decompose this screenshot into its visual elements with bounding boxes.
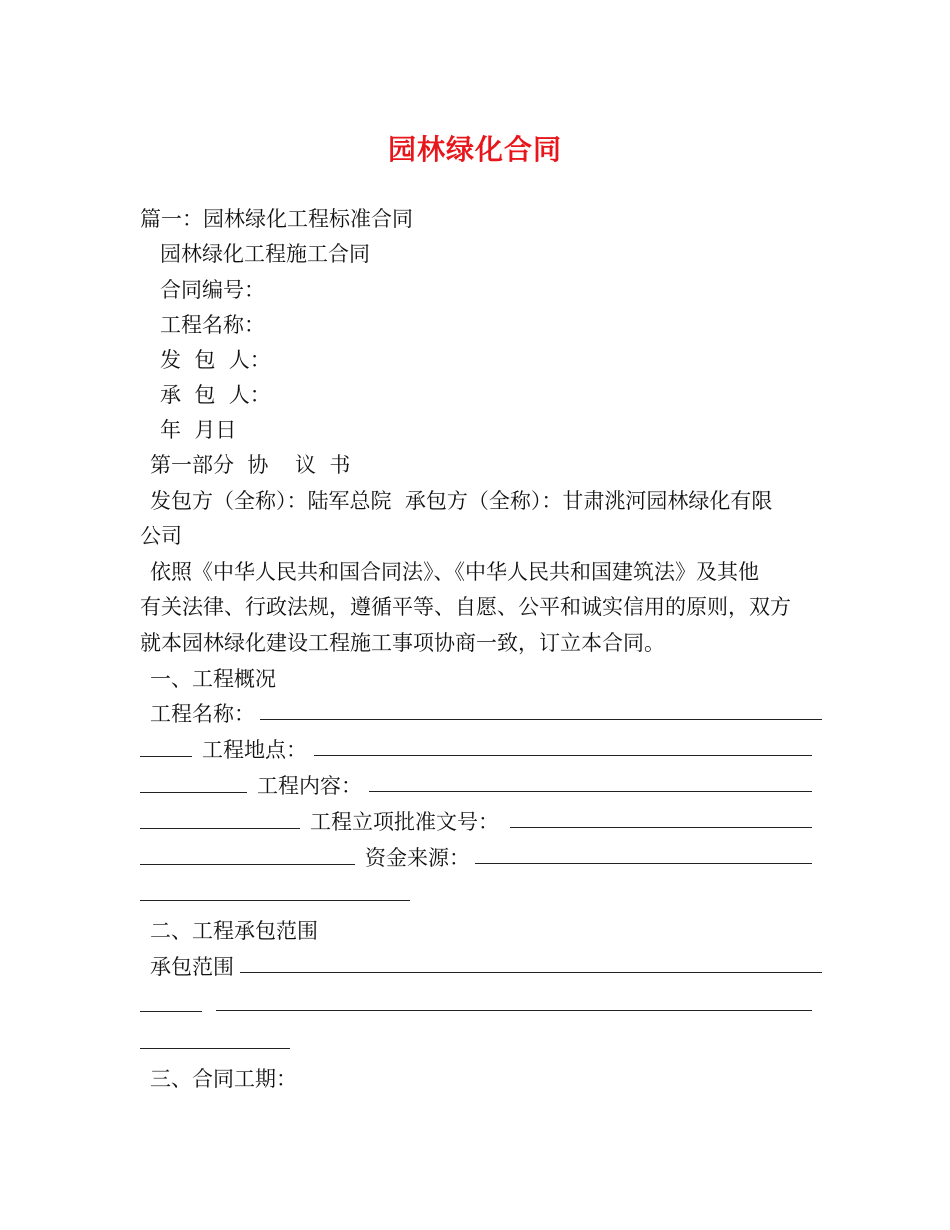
approval-number-label: 工程立项批准文号： — [310, 810, 499, 834]
project-location-label: 工程地点： — [202, 738, 307, 762]
funding-source-label: 资金来源： — [365, 846, 470, 870]
section-scope-heading: 二、工程承包范围 — [150, 919, 318, 943]
parties-line: 发包方（全称）：陆军总院 承包方（全称）：甘肃洮河园林绿化有限 — [150, 489, 773, 513]
blank-continuation — [140, 1028, 290, 1049]
blank-continuation — [140, 736, 192, 757]
contract-title-line: 园林绿化工程施工合同 — [160, 242, 370, 266]
project-name-field — [140, 699, 822, 729]
project-name-blank — [260, 699, 822, 720]
document-title: 园林绿化合同 — [387, 133, 562, 166]
contract-number-label: 合同编号： — [160, 278, 265, 302]
project-content-label: 工程内容： — [257, 774, 362, 798]
preamble-line-2: 有关法律、行政法规，遵循平等、自愿、公平和诚实信用的原则，双方 — [140, 595, 791, 619]
scope-blank — [240, 952, 822, 973]
employer-label: 发 包 人： — [160, 348, 271, 372]
date-label: 年 月日 — [160, 418, 237, 442]
blank-continuation — [140, 991, 202, 1012]
project-location-field — [140, 735, 812, 765]
preamble-line-3: 就本园林绿化建设工程施工事项协商一致，订立本合同。 — [140, 631, 665, 655]
parties-line-cont: 公司 — [140, 524, 182, 548]
project-content-blank — [369, 771, 812, 792]
funding-source-field — [140, 843, 812, 873]
section-heading-chapter-one: 篇一：园林绿化工程标准合同 — [140, 207, 413, 231]
section-project-overview: 一、工程概况 — [150, 667, 276, 691]
section-contract-period: 三、合同工期： — [150, 1067, 297, 1091]
blank-continuation — [140, 880, 410, 901]
blank-continuation — [140, 844, 355, 865]
scope-blank-2 — [216, 990, 812, 1011]
project-name-label: 工程名称： — [160, 313, 265, 337]
project-content-field — [140, 771, 812, 801]
approval-number-blank — [510, 807, 812, 828]
project-name-field-label: 工程名称： — [150, 702, 255, 726]
funding-source-blank — [475, 843, 812, 864]
blank-continuation — [140, 808, 300, 829]
scope-field — [140, 952, 822, 982]
part-one-heading: 第一部分 协 议 书 — [150, 453, 351, 477]
scope-continuation-2 — [140, 1027, 812, 1057]
funding-source-continuation — [140, 879, 812, 909]
scope-label: 承包范围 — [150, 955, 234, 979]
contractor-label: 承 包 人： — [160, 383, 271, 407]
blank-continuation — [140, 772, 247, 793]
preamble-line-1: 依照《中华人民共和国合同法》、《中华人民共和国建筑法》及其他 — [150, 560, 759, 584]
project-location-blank — [314, 735, 812, 756]
scope-continuation — [140, 990, 812, 1020]
approval-number-field — [140, 807, 812, 837]
